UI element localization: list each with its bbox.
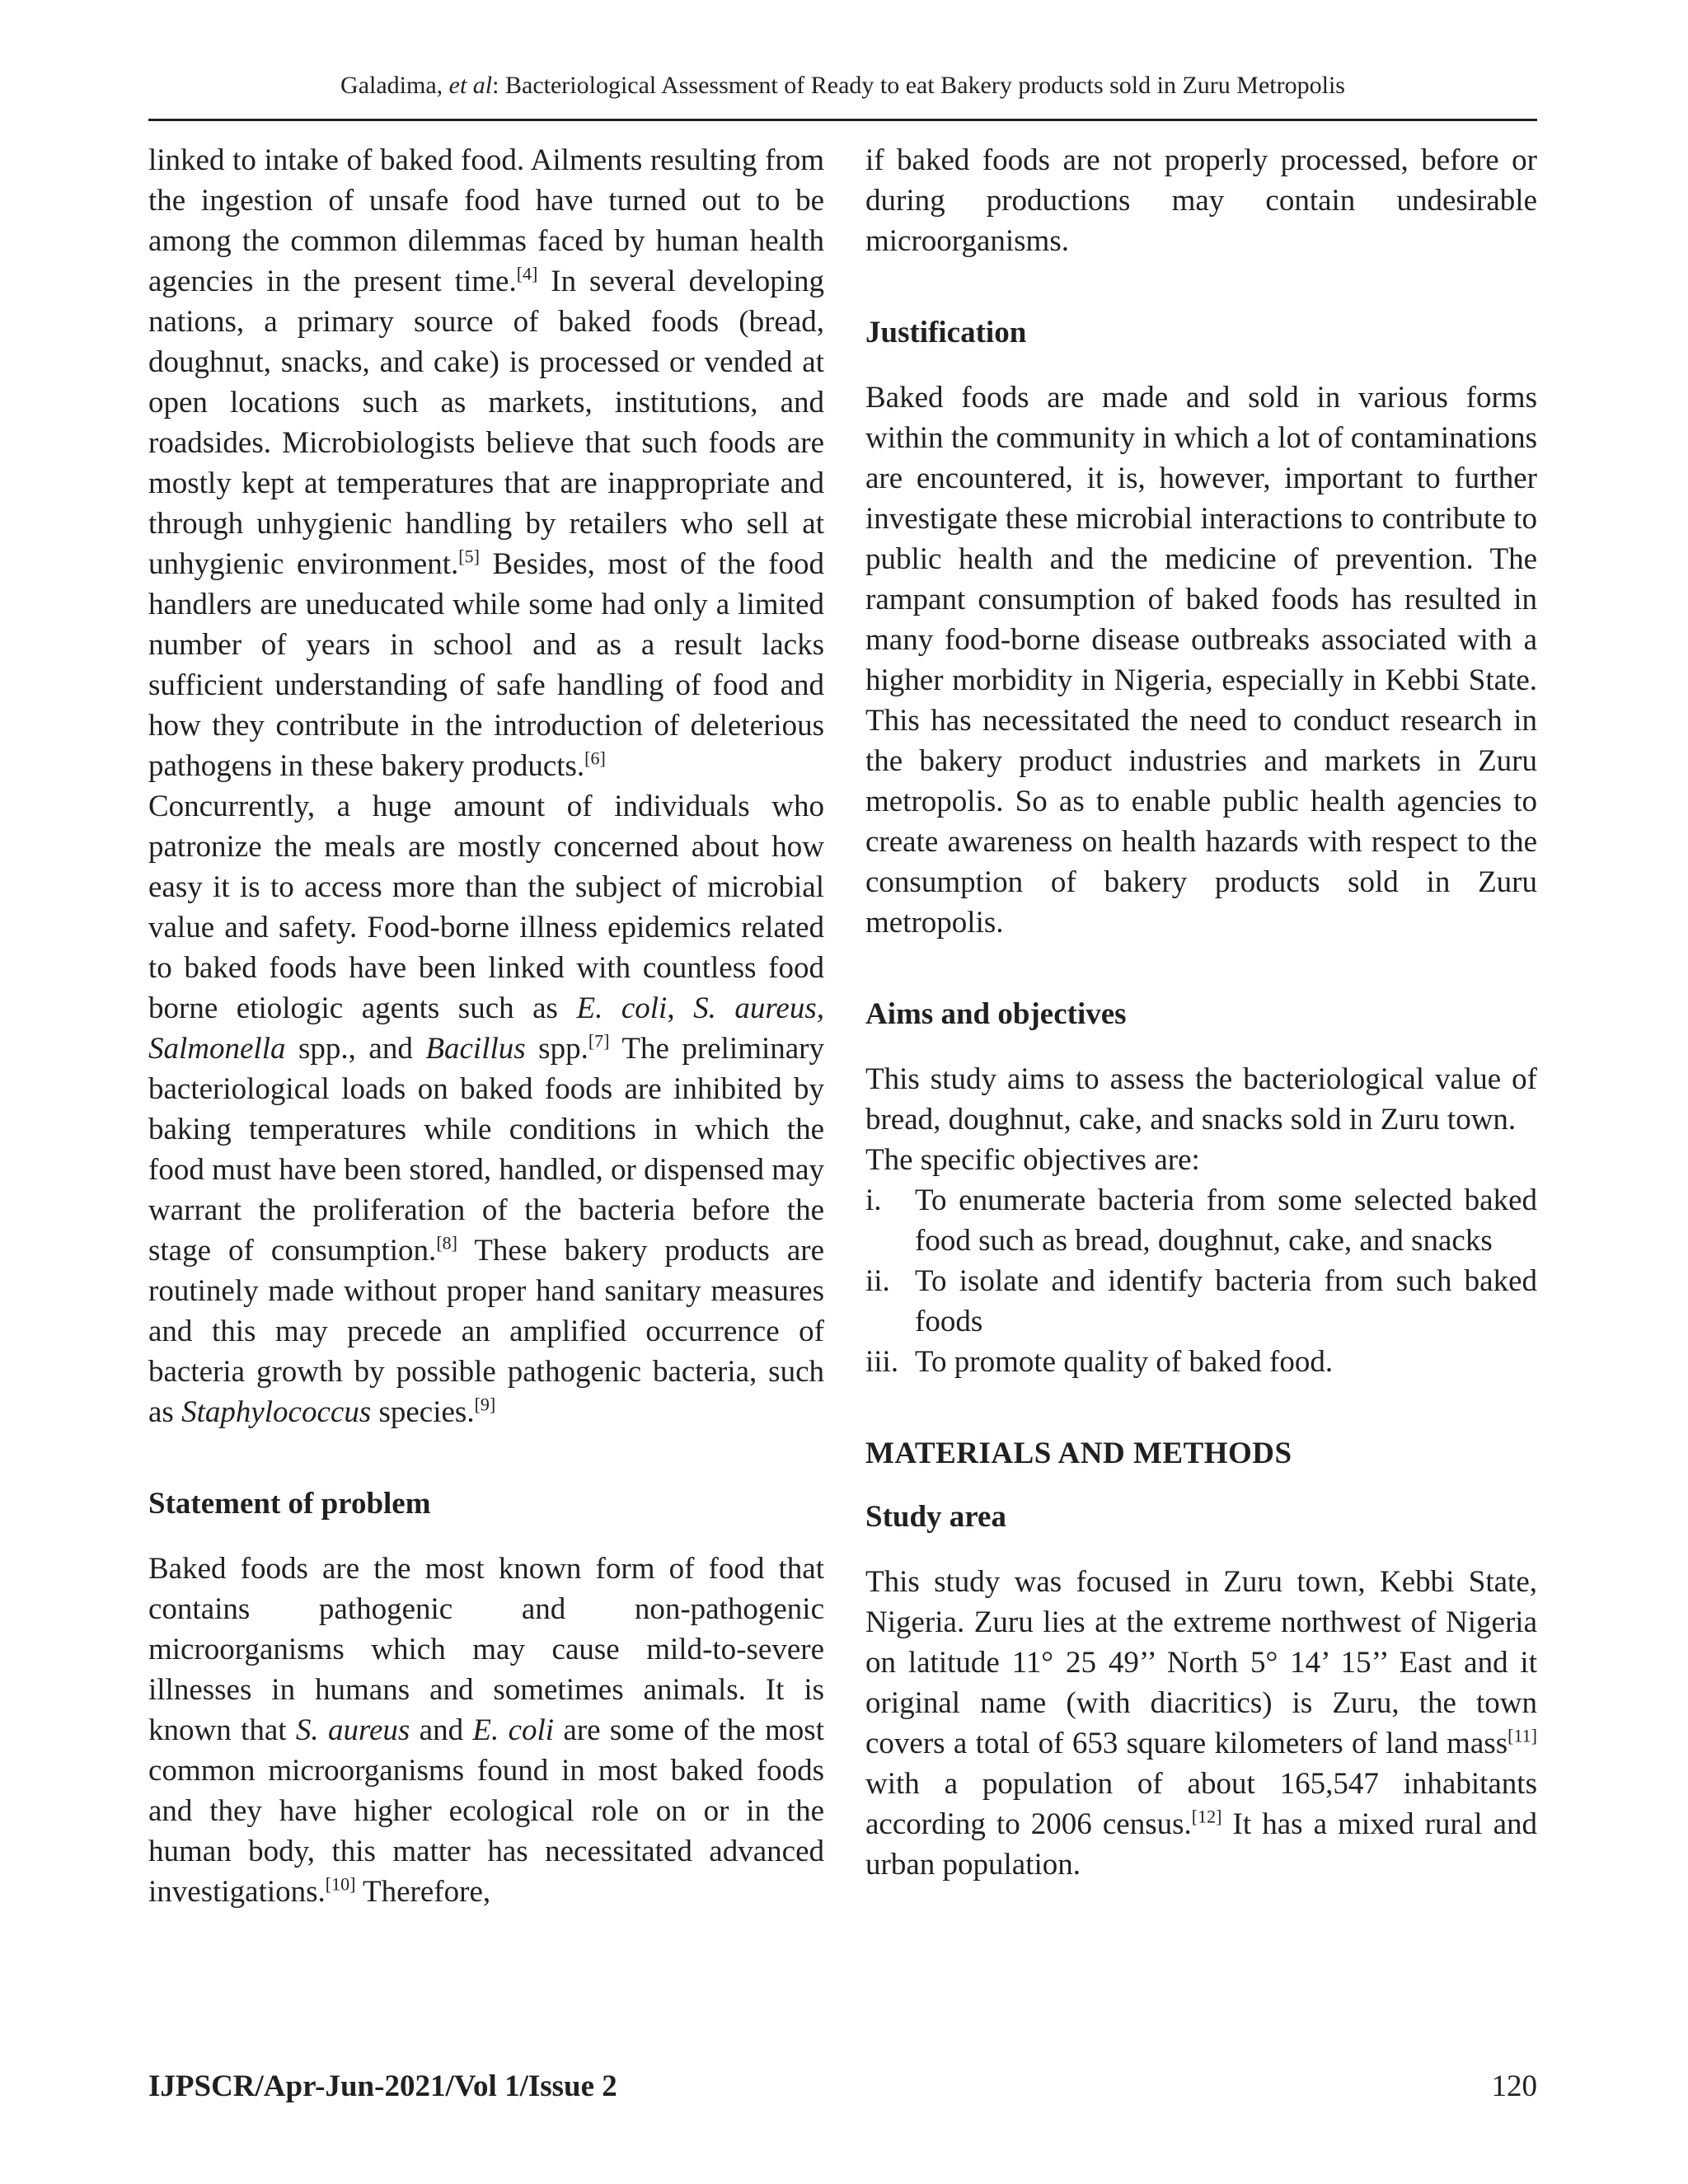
text-run: , (667, 991, 694, 1025)
text-run: This study was focused in Zuru town, Kebbi State, Nigeria. Zuru lies at the extreme northwest of Nigeria on latitude 11° 25 49’’ North 5° 14’ 15’’ East and it original name (with diacritics) is Zuru, the town covers a total of 653 square kilometers of land mass (865, 1565, 1537, 1760)
left-paragraph-2 (148, 786, 824, 1432)
left-column (148, 140, 824, 1912)
right-paragraph-1: if baked foods are not properly processed, before or during productions may contain undesirable microorganisms. (865, 143, 1537, 258)
list-marker: iii. (865, 1345, 899, 1379)
citation-7: [7] (588, 1030, 610, 1052)
text-run: and (410, 1713, 473, 1747)
list-marker: ii. (865, 1264, 890, 1298)
text-run: The preliminary bacteriological loads on baked foods are inhibited by baking temperatures while conditions in which the food must have been stored, handled, or dispensed may warrant the proliferation of the bacteria before the stage of consumption. (148, 1032, 825, 1268)
list-item-text: To isolate and identify bacteria from such baked foods (915, 1264, 1537, 1338)
text-run: It has a mixed rural and urban population. (865, 1807, 1537, 1882)
right-paragraph-2: Baked foods are made and sold in various forms within the community in which a lot of contaminations are encountered, it is, however, important to further investigate these microbial interactions to contribute to public health and the medicine of prevention. The rampant consumption of baked foods has resulted in many food-borne disease outbreaks associated with a higher morbidity in Nigeria, especially in Kebbi State. This has necessitated the need to conduct research in the bakery product industries and markets in Zuru metropolis. So as to enable public health agencies to create awareness on health hazards with respect to the consumption of bakery products sold in Zuru metropolis. (865, 381, 1537, 940)
list-item-text: To promote quality of baked food. (915, 1345, 1334, 1379)
objectives-list (865, 1180, 1537, 1382)
heading-justification: Justification (865, 316, 1027, 349)
left-paragraph-3 (148, 1549, 824, 1912)
species-bacillus: Bacillus (425, 1032, 526, 1066)
text-run: with a population of about 165,547 inhabitants according to 2006 census. (865, 1767, 1537, 1841)
citation-12: [12] (1191, 1806, 1222, 1827)
heading-study-area: Study area (865, 1500, 1006, 1534)
left-paragraph-1 (148, 140, 824, 786)
species-staphylococcus: Staphylococcus (181, 1395, 372, 1429)
footer-journal: IJPSCR/Apr-Jun-2021/Vol 1/Issue 2 (148, 2069, 617, 2103)
citation-8: [8] (436, 1232, 457, 1254)
text-run: species. (371, 1395, 475, 1429)
header-title: : Bacteriological Assessment of Ready to eat Bakery products sold in Zuru Metropolis (492, 72, 1345, 99)
header-etal: et al (448, 72, 493, 99)
text-run: spp. (525, 1032, 588, 1066)
objectives-intro: The specific objectives are: (865, 1143, 1200, 1177)
text-run: In several developing nations, a primary source of baked foods (bread, doughnut, snacks, and cake) is processed or vended at open locations such as markets, institutions, and roadsides. Microbiologists believe that such foods are mostly kept at temperatures that are inappropriate and through unhygienic handling by retailers who sell at unhygienic environment. (148, 265, 824, 581)
heading-aims-and-objectives: Aims and objectives (865, 997, 1127, 1031)
text-run: linked to intake of baked food. Ailments resulting from the ingestion of unsafe food have turned out to be among the common dilemmas faced by human health agencies in the present time. (148, 143, 824, 298)
running-header (148, 69, 1537, 102)
species-s-aureus-salmonella: S. aureus, Salmonella (148, 991, 824, 1066)
heading-statement-of-problem: Statement of problem (148, 1487, 431, 1521)
right-paragraph-4 (865, 1562, 1537, 1885)
text-run: are some of the most common microorganisms found in most baked foods and they have higher ecological role on or in the human body, this matter has necessitated advanced investigations. (148, 1713, 824, 1909)
text-run: Concurrently, a huge amount of individuals who patronize the meals are mostly concerned about how easy it is to access more than the subject of microbial value and safety. Food-borne illness epidemics related to baked foods have been linked with countless food borne etiologic agents such as (148, 790, 824, 1025)
heading-materials-and-methods: MATERIALS AND METHODS (865, 1436, 1292, 1470)
citation-9: [9] (474, 1394, 496, 1415)
header-rule (148, 119, 1537, 121)
citation-11: [11] (1507, 1725, 1537, 1746)
text-run: Baked foods are the most known form of food that contains pathogenic and non-pathogenic microorganisms which may cause mild-to-severe illnesses in humans and sometimes animals. It is known that (148, 1552, 824, 1747)
list-marker: i. (865, 1183, 882, 1217)
species-e-coli: E. coli (576, 991, 668, 1025)
list-item (865, 1180, 1537, 1261)
citation-6: [6] (584, 748, 606, 769)
citation-4: [4] (516, 263, 538, 284)
text-run: These bakery products are routinely made without proper hand sanitary measures and this may precede an amplified occurrence of bacteria growth by possible pathogenic bacteria, such as (148, 1234, 824, 1429)
page-number: 120 (1491, 2069, 1537, 2103)
list-item (865, 1261, 1537, 1342)
list-item-text: To enumerate bacteria from some selected baked food such as bread, doughnut, cake, and snacks (915, 1183, 1537, 1258)
list-item (865, 1342, 1537, 1382)
species-s-aureus: S. aureus (295, 1713, 410, 1747)
text-run: spp., and (285, 1032, 426, 1066)
citation-10: [10] (325, 1873, 356, 1895)
species-e-coli: E. coli (472, 1713, 555, 1747)
right-column (865, 140, 1537, 1885)
text-run: Besides, most of the food handlers are uneducated while some had only a limited number of years in school and as a result lacks sufficient understanding of safe handling of food and how they contribute in the introduction of deleterious pathogens in these bakery products. (148, 547, 824, 783)
text-run: Therefore, (355, 1875, 491, 1909)
header-authors: Galadima, (340, 72, 449, 99)
citation-5: [5] (458, 546, 480, 567)
right-paragraph-3: This study aims to assess the bacteriological value of bread, doughnut, cake, and snacks sold in Zuru town. (865, 1062, 1537, 1137)
